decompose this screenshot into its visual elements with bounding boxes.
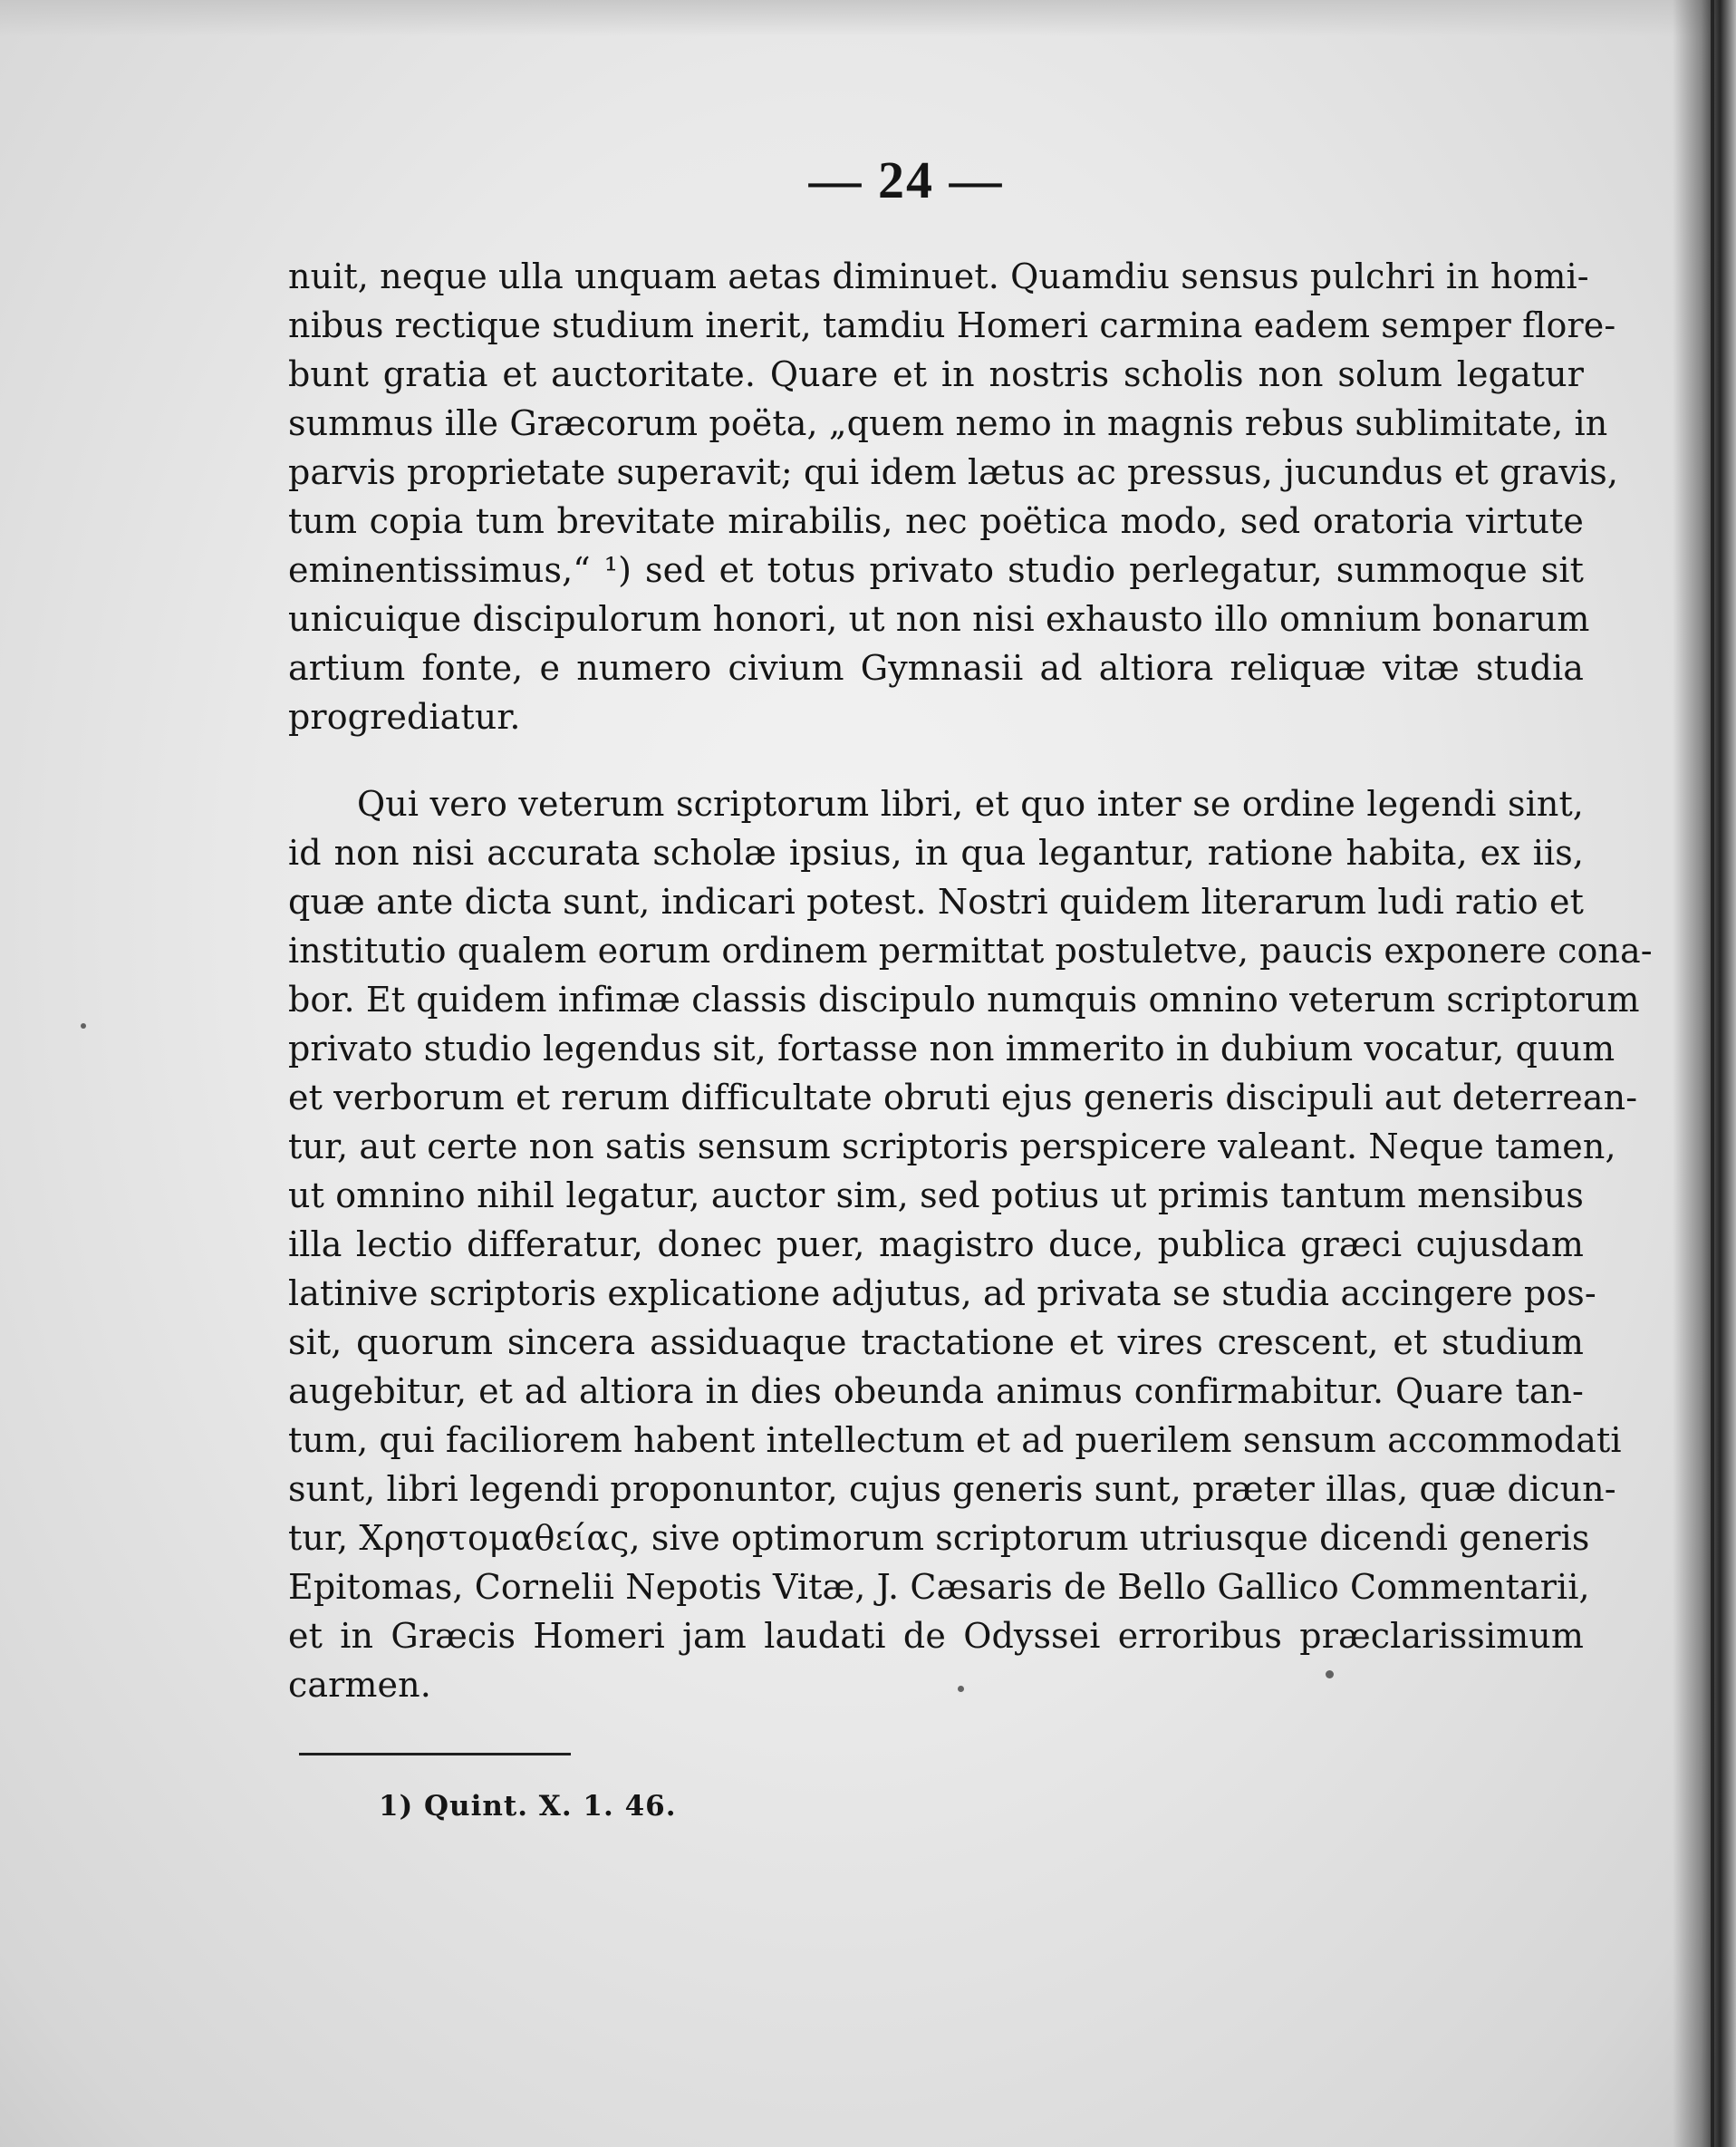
text-line: augebitur, et ad altiora in dies obeunda animus confirmabitur. Quare tan- bbox=[288, 1371, 1584, 1411]
text-line: bunt gratia et auctoritate. Quare et in nostris scholis non solum legatur bbox=[288, 354, 1584, 394]
text-line: summus ille Græcorum poëta, „quem nemo in magnis rebus sublimitate, in bbox=[288, 403, 1608, 443]
ink-speck bbox=[958, 1686, 964, 1692]
text-line: nibus rectique studium inerit, tamdiu Homeri carmina eadem semper flore- bbox=[288, 305, 1616, 345]
text-line: privato studio legendus sit, fortasse non immerito in dubium vocatur, quum bbox=[288, 1029, 1615, 1069]
text-line: tur, Χρηστομαθείας, sive optimorum scriptorum utriusque dicendi generis bbox=[288, 1518, 1590, 1558]
text-line: eminentissimus,“ ¹) sed et totus privato studio perlegatur, summoque sit bbox=[288, 550, 1584, 590]
paragraph-spacing bbox=[288, 741, 1584, 779]
text-line: nuit, neque ulla unquam aetas diminuet. Quamdiu sensus pulchri in homi- bbox=[288, 256, 1589, 296]
text-line: bor. Et quidem infimæ classis discipulo numquis omnino veterum scriptorum bbox=[288, 980, 1640, 1020]
text-line: Qui vero veterum scriptorum libri, et quo inter se ordine legendi sint, bbox=[357, 784, 1584, 824]
text-line: tum, qui faciliorem habent intellectum et ad puerilem sensum accommodati bbox=[288, 1420, 1622, 1460]
text-line: sit, quorum sincera assiduaque tractatione et vires crescent, et studium bbox=[288, 1322, 1584, 1362]
binding-shadow bbox=[1673, 0, 1736, 2147]
text-line: parvis proprietate superavit; qui idem lætus ac pressus, jucundus et gravis, bbox=[288, 452, 1619, 492]
text-line: latinive scriptoris explicatione adjutus, ad privata se studia accingere pos- bbox=[288, 1273, 1596, 1313]
ink-speck bbox=[81, 1023, 86, 1029]
paragraph-1 bbox=[288, 252, 1619, 741]
text-line: et verborum et rerum difficultate obruti ejus generis discipuli aut deterrean- bbox=[288, 1078, 1638, 1117]
main-text bbox=[288, 252, 1653, 1709]
text-line: id non nisi accurata scholæ ipsius, in qua legantur, ratione habita, ex iis, bbox=[288, 833, 1584, 873]
text-line: carmen. bbox=[288, 1665, 431, 1705]
text-line: quæ ante dicta sunt, indicari potest. Nostri quidem literarum ludi ratio et bbox=[288, 882, 1584, 922]
binding-edge-line bbox=[1711, 0, 1714, 2147]
text-line: tum copia tum brevitate mirabilis, nec poëtica modo, sed oratoria virtute bbox=[288, 501, 1584, 541]
footnote-rule bbox=[299, 1753, 571, 1755]
text-line: tur, aut certe non satis sensum scriptoris perspicere valeant. Neque tamen, bbox=[288, 1127, 1616, 1166]
footnote: 1) Quint. X. 1. 46. bbox=[379, 1790, 677, 1823]
text-line: sunt, libri legendi proponuntor, cujus generis sunt, præter illas, quæ dicun- bbox=[288, 1469, 1616, 1509]
ink-speck bbox=[1326, 1670, 1334, 1678]
text-line: artium fonte, e numero civium Gymnasii ad altiora reliquæ vitæ studia bbox=[288, 648, 1584, 688]
page-top-edge-shadow bbox=[0, 0, 1736, 36]
text-line: et in Græcis Homeri jam laudati de Odyssei erroribus præclarissimum bbox=[288, 1616, 1584, 1656]
text-line: progrediatur. bbox=[288, 697, 521, 737]
text-line: illa lectio differatur, donec puer, magistro duce, publica græci cujusdam bbox=[288, 1224, 1584, 1264]
text-line: institutio qualem eorum ordinem permittat postuletve, paucis exponere cona- bbox=[288, 931, 1653, 971]
paragraph-2 bbox=[288, 779, 1653, 1709]
page-number: — 24 — bbox=[808, 150, 1004, 209]
text-line: unicuique discipulorum honori, ut non nisi exhausto illo omnium bonarum bbox=[288, 599, 1590, 639]
text-line: Epitomas, Cornelii Nepotis Vitæ, J. Cæsaris de Bello Gallico Commentarii, bbox=[288, 1567, 1590, 1607]
text-line: ut omnino nihil legatur, auctor sim, sed potius ut primis tantum mensibus bbox=[288, 1175, 1584, 1215]
